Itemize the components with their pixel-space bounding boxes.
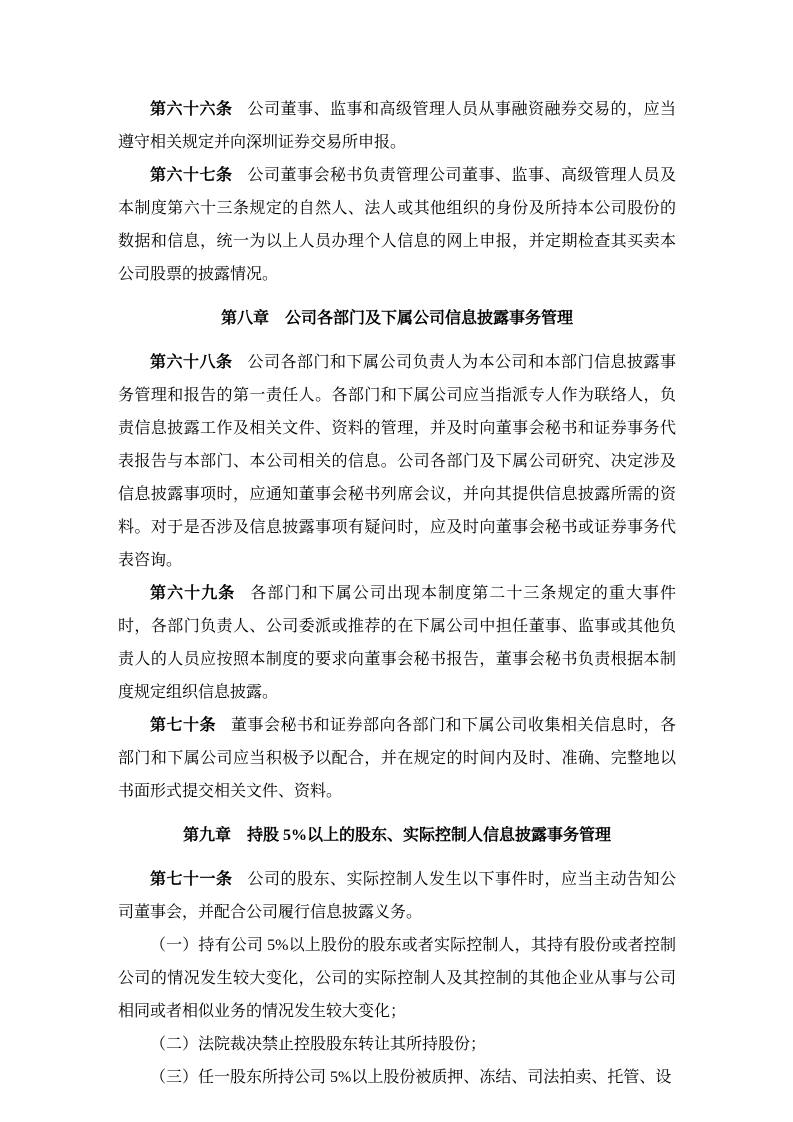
article-number: 第六十八条	[150, 354, 233, 371]
article-text: 各部门和下属公司出现本制度第二十三条规定的重大事件时，各部门负责人、公司委派或推荐的在下属公司中担任董事、监事或其他负责人的人员应按照本制度的要求向董事会秘书报告，董事会秘书负责根据本制度规定组织信息披露。	[118, 585, 676, 701]
article-70-paragraph	[118, 709, 676, 808]
list-item-2: （二）法院裁决禁止控股股东转让其所持股份；	[150, 1036, 487, 1053]
chapter-9-heading: 第九章 持股 5%以上的股东、实际控制人信息披露事务管理	[182, 827, 611, 844]
article-text: 公司的股东、实际控制人发生以下事件时，应当主动告知公司董事会，并配合公司履行信息披露义务。	[118, 871, 676, 921]
article-68-paragraph	[118, 346, 676, 577]
article-number: 第七十条	[150, 717, 216, 734]
article-66-paragraph	[118, 93, 676, 159]
chapter-8-heading: 第八章 公司各部门及下属公司信息披露事务管理	[220, 310, 573, 327]
article-text: 公司董事、监事和高级管理人员从事融资融券交易的，应当遵守相关规定并向深圳证券交易所申报。	[118, 101, 676, 151]
article-67-paragraph	[118, 159, 676, 291]
article-69-paragraph	[118, 577, 676, 709]
list-item-3: （三）任一股东所持公司 5%以上股份被质押、冻结、司法拍卖、托管、设	[150, 1069, 672, 1086]
article-text: 公司各部门和下属公司负责人为本公司和本部门信息披露事务管理和报告的第一责任人。各部门和下属公司应当指派专人作为联络人，负责信息披露工作及相关文件、资料的管理，并及时向董事会秘书和证券事务代表报告与本部门、本公司相关的信息。公司各部门及下属公司研究、决定涉及信息披露事项时，应通知董事会秘书列席会议，并向其提供信息披露所需的资料。对于是否涉及信息披露事项有疑问时，应及时向董事会秘书或证券事务代表咨询。	[118, 354, 676, 569]
article-71-paragraph	[118, 863, 676, 929]
article-text: 公司董事会秘书负责管理公司董事、监事、高级管理人员及本制度第六十三条规定的自然人、法人或其他组织的身份及所持本公司股份的数据和信息，统一为以上人员办理个人信息的网上申报，并定期检查其买卖本公司股票的披露情况。	[118, 167, 676, 283]
article-text: 董事会秘书和证券部向各部门和下属公司收集相关信息时，各部门和下属公司应当积极予以配合，并在规定的时间内及时、准确、完整地以书面形式提交相关文件、资料。	[118, 717, 676, 800]
list-item-1: （一）持有公司 5%以上股份的股东或者实际控制人，其持有股份或者控制公司的情况发生较大变化，公司的实际控制人及其控制的其他企业从事与公司相同或者相似业务的情况发生较大变化；	[118, 937, 676, 1020]
article-number: 第六十七条	[150, 167, 233, 184]
article-number: 第六十九条	[150, 585, 236, 602]
article-number: 第七十一条	[150, 871, 233, 888]
article-number: 第六十六条	[150, 101, 233, 118]
